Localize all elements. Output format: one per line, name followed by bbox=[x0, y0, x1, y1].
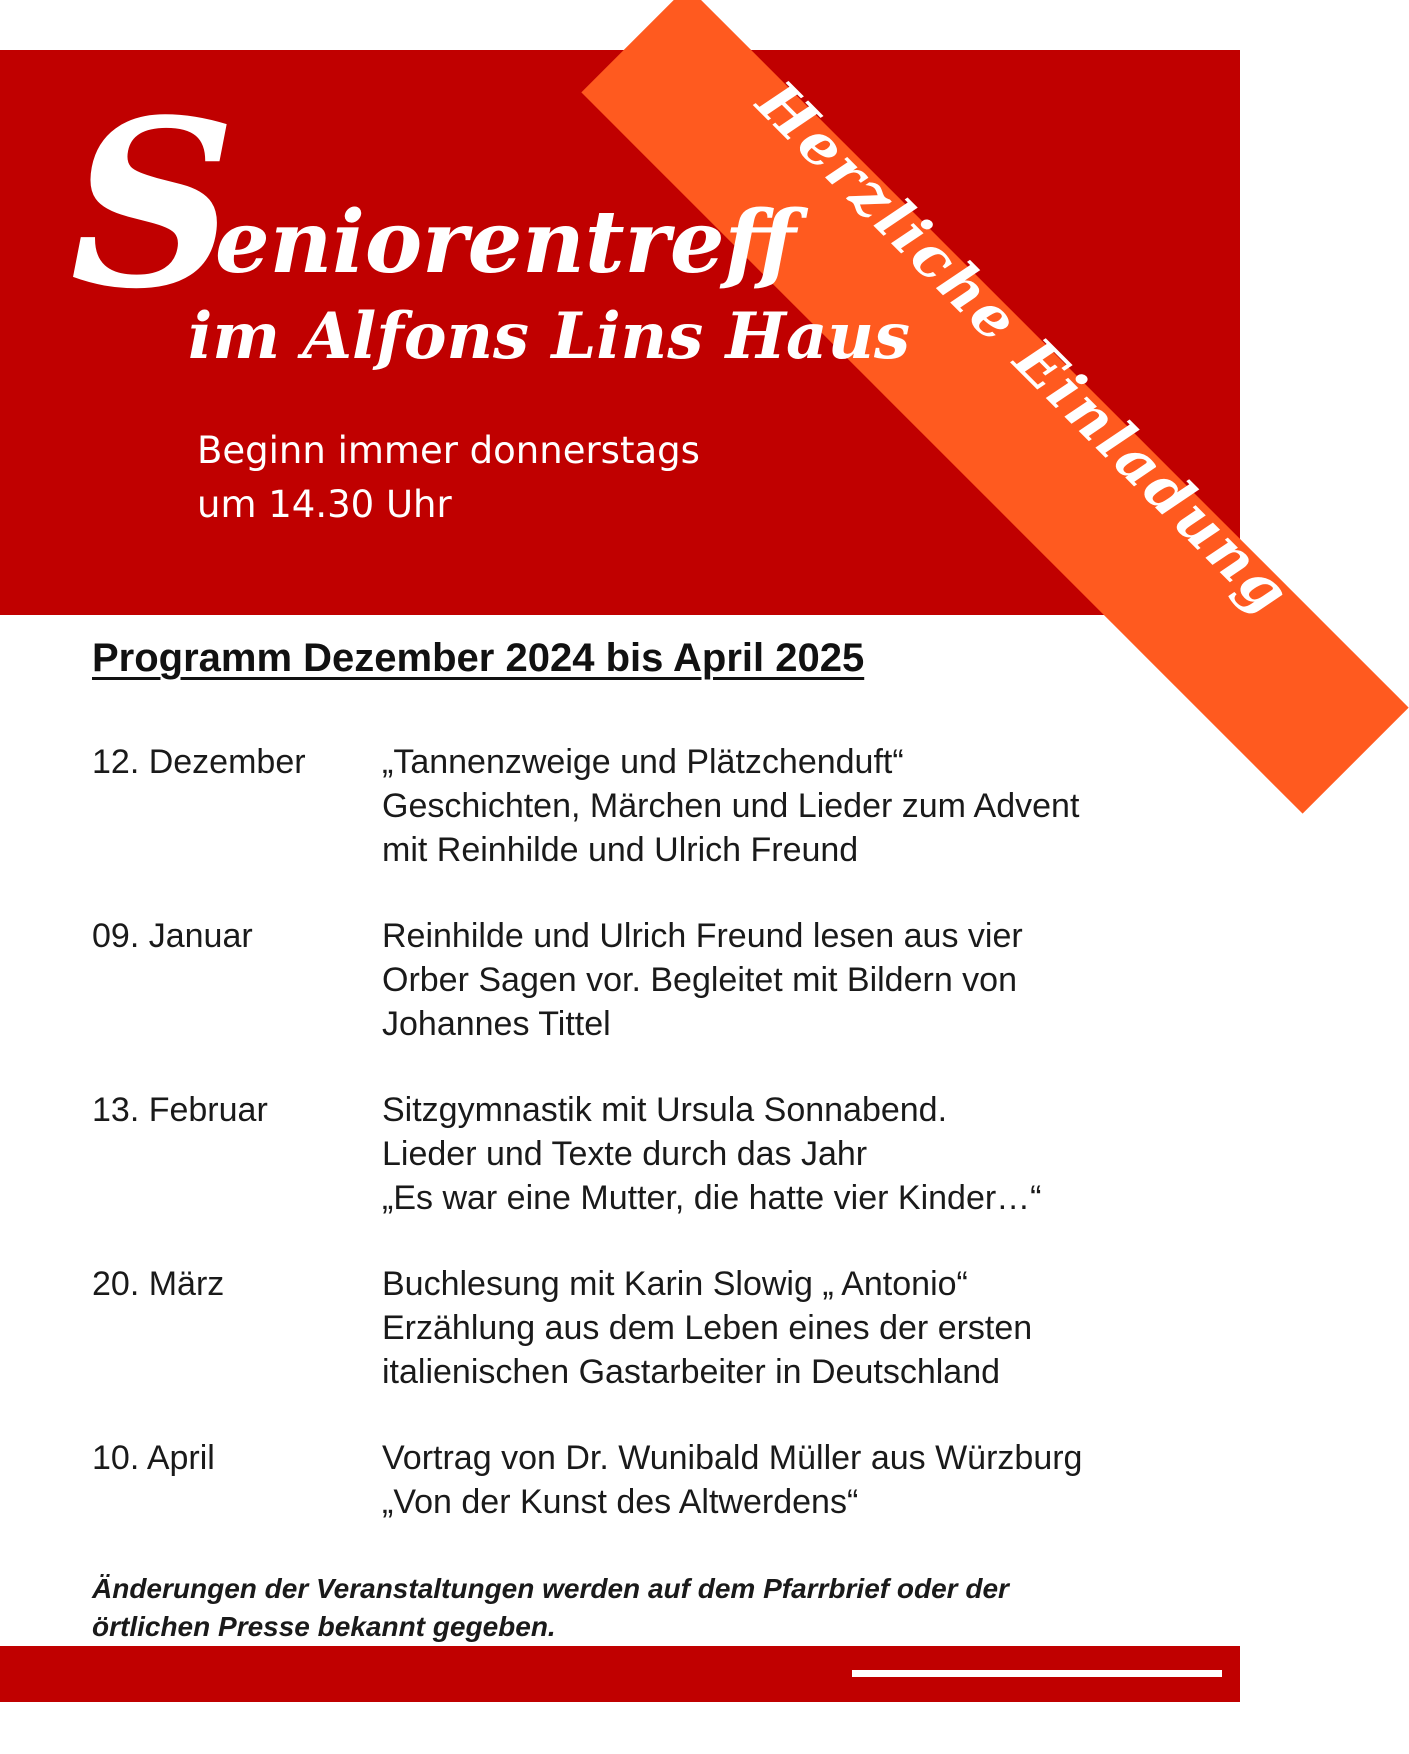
event-item bbox=[92, 740, 1172, 872]
event-description-line: Vortrag von Dr. Wunibald Müller aus Würzburg bbox=[382, 1439, 1083, 1477]
program-heading: Programm Dezember 2024 bis April 2025 bbox=[92, 636, 865, 680]
schedule-line-2: um 14.30 Uhr bbox=[197, 483, 452, 526]
event-description-line: „Es war eine Mutter, die hatte vier Kinder…“ bbox=[382, 1179, 1042, 1217]
invitation-sash-text: Herzliche Einladung bbox=[743, 67, 1305, 629]
event-description bbox=[382, 1088, 1172, 1220]
event-description-line: „Tannenzweige und Plätzchenduft“ bbox=[382, 743, 904, 781]
event-description bbox=[382, 1436, 1172, 1524]
event-date: 13. Februar bbox=[92, 1091, 268, 1129]
event-description-line: Geschichten, Märchen und Lieder zum Advent bbox=[382, 787, 1080, 825]
schedule-line-1: Beginn immer donnerstags bbox=[197, 429, 700, 472]
event-description-line: Buchlesung mit Karin Slowig „ Antonio“ bbox=[382, 1265, 968, 1303]
event-description bbox=[382, 1262, 1172, 1394]
event-description-line: Reinhilde und Ulrich Freund lesen aus vier bbox=[382, 917, 1023, 955]
event-description-line: „Von der Kunst des Altwerdens“ bbox=[382, 1483, 859, 1521]
event-item bbox=[92, 1088, 1172, 1220]
event-date: 20. März bbox=[92, 1265, 225, 1303]
footer-stripe bbox=[852, 1670, 1222, 1677]
event-date: 12. Dezember bbox=[92, 743, 306, 781]
event-description-line: Erzählung aus dem Leben eines der ersten bbox=[382, 1309, 1033, 1347]
title-initial: S bbox=[70, 70, 237, 340]
event-description-line: Orber Sagen vor. Begleitet mit Bildern von bbox=[382, 961, 1017, 999]
event-description bbox=[382, 740, 1172, 872]
event-list bbox=[92, 740, 1172, 1566]
title-text: eniorentreff bbox=[215, 192, 796, 293]
changes-note-line: örtlichen Presse bekannt gegeben. bbox=[92, 1611, 556, 1642]
event-item bbox=[92, 914, 1172, 1046]
event-description-line: Sitzgymnastik mit Ursula Sonnabend. bbox=[382, 1091, 948, 1129]
invitation-sash bbox=[581, 0, 1408, 814]
changes-note-line: Änderungen der Veranstaltungen werden auf dem Pfarrbrief oder der bbox=[92, 1573, 1009, 1604]
event-description bbox=[382, 914, 1172, 1046]
changes-note bbox=[92, 1570, 1009, 1646]
event-date: 09. Januar bbox=[92, 917, 253, 955]
event-item bbox=[92, 1262, 1172, 1394]
header-banner bbox=[0, 50, 1305, 629]
event-description-line: mit Reinhilde und Ulrich Freund bbox=[382, 831, 859, 869]
event-date: 10. April bbox=[92, 1439, 215, 1477]
event-item bbox=[92, 1436, 1172, 1524]
event-description-line: Lieder und Texte durch das Jahr bbox=[382, 1135, 868, 1173]
title-subtitle: im Alfons Lins Haus bbox=[188, 299, 910, 374]
event-description-line: Johannes Tittel bbox=[382, 1005, 611, 1043]
footer-bar bbox=[0, 1646, 1240, 1702]
event-description-line: italienischen Gastarbeiter in Deutschland bbox=[382, 1353, 1001, 1391]
